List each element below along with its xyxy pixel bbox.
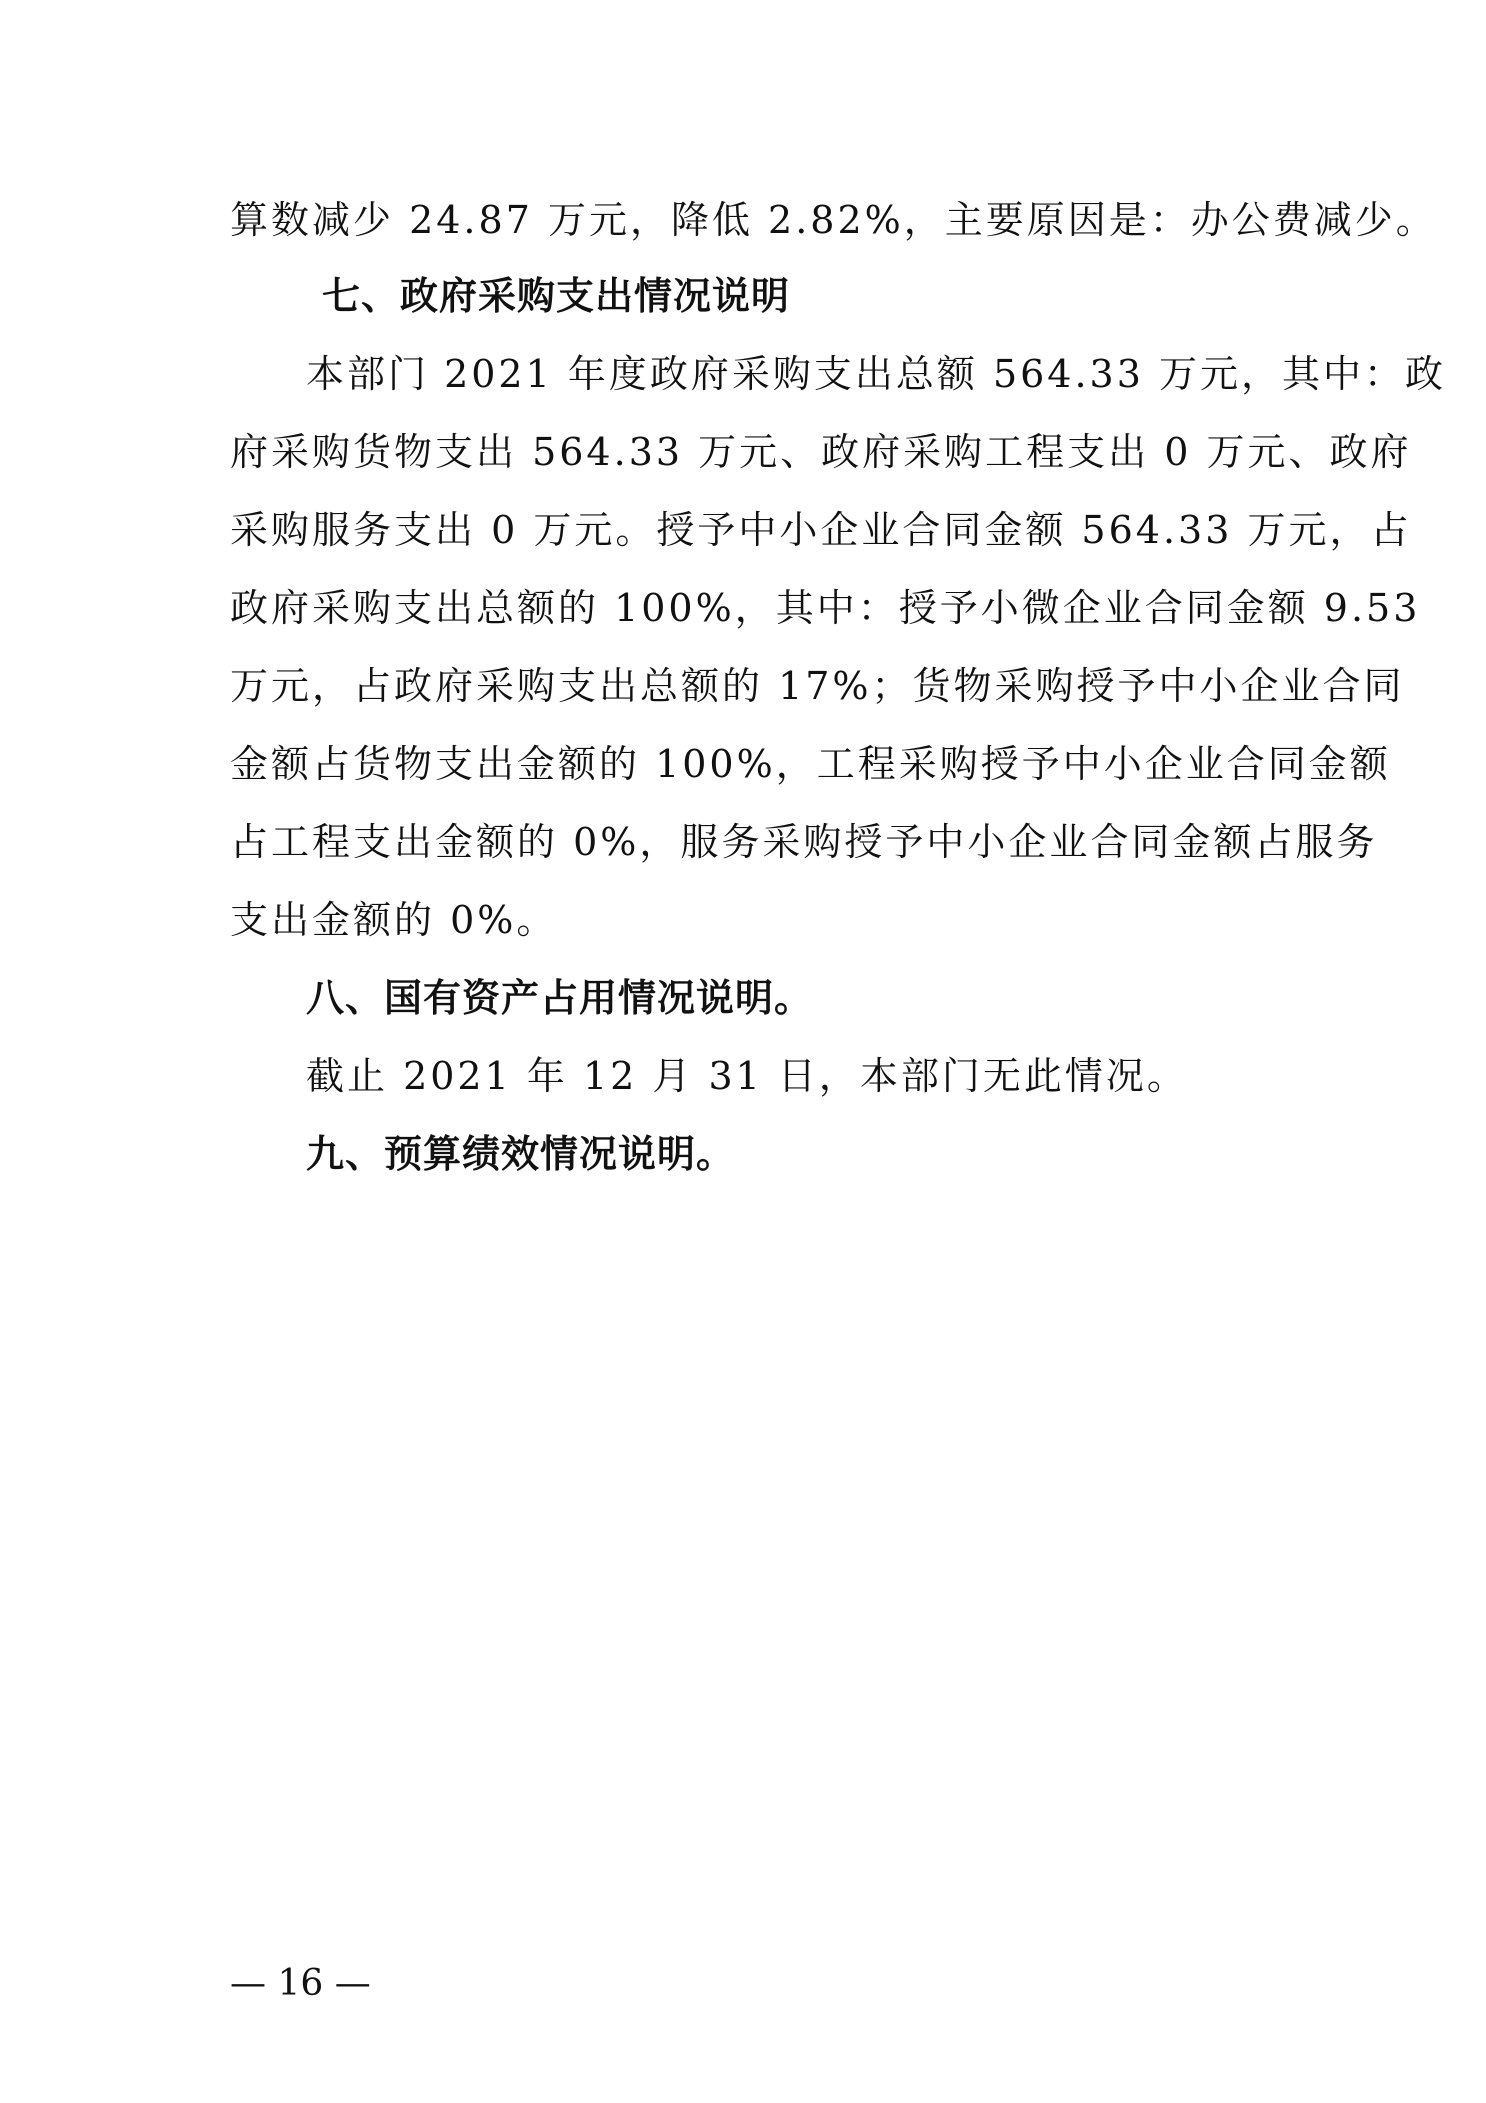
paragraph-line: 本部门 2021 年度政府采购支出总额 564.33 万元，其中：政 (306, 352, 1446, 396)
paragraph-line: 府采购货物支出 564.33 万元、政府采购工程支出 0 万元、政府 (230, 430, 1412, 474)
paragraph-line: 政府采购支出总额的 100%，其中：授予小微企业合同金额 9.53 (230, 586, 1421, 630)
section-heading-9: 九、预算绩效情况说明。 (306, 1132, 736, 1176)
paragraph-line: 万元，占政府采购支出总额的 17%；货物采购授予中小企业合同 (230, 664, 1405, 708)
page-number: — 16 — (230, 1963, 371, 2004)
paragraph-line: 占工程支出金额的 0%，服务采购授予中小企业合同金额占服务 (230, 820, 1378, 864)
paragraph-line: 截止 2021 年 12 月 31 日，本部门无此情况。 (306, 1054, 1188, 1098)
paragraph-line: 采购服务支出 0 万元。授予中小企业合同金额 564.33 万元，占 (230, 508, 1412, 552)
paragraph-line: 支出金额的 0%。 (230, 898, 558, 942)
paragraph-line: 算数减少 24.87 万元，降低 2.82%，主要原因是：办公费减少。 (230, 198, 1437, 242)
section-heading-7: 七、政府采购支出情况说明 (322, 274, 791, 318)
section-heading-8: 八、国有资产占用情况说明。 (306, 976, 814, 1020)
paragraph-line: 金额占货物支出金额的 100%，工程采购授予中小企业合同金额 (230, 742, 1391, 786)
